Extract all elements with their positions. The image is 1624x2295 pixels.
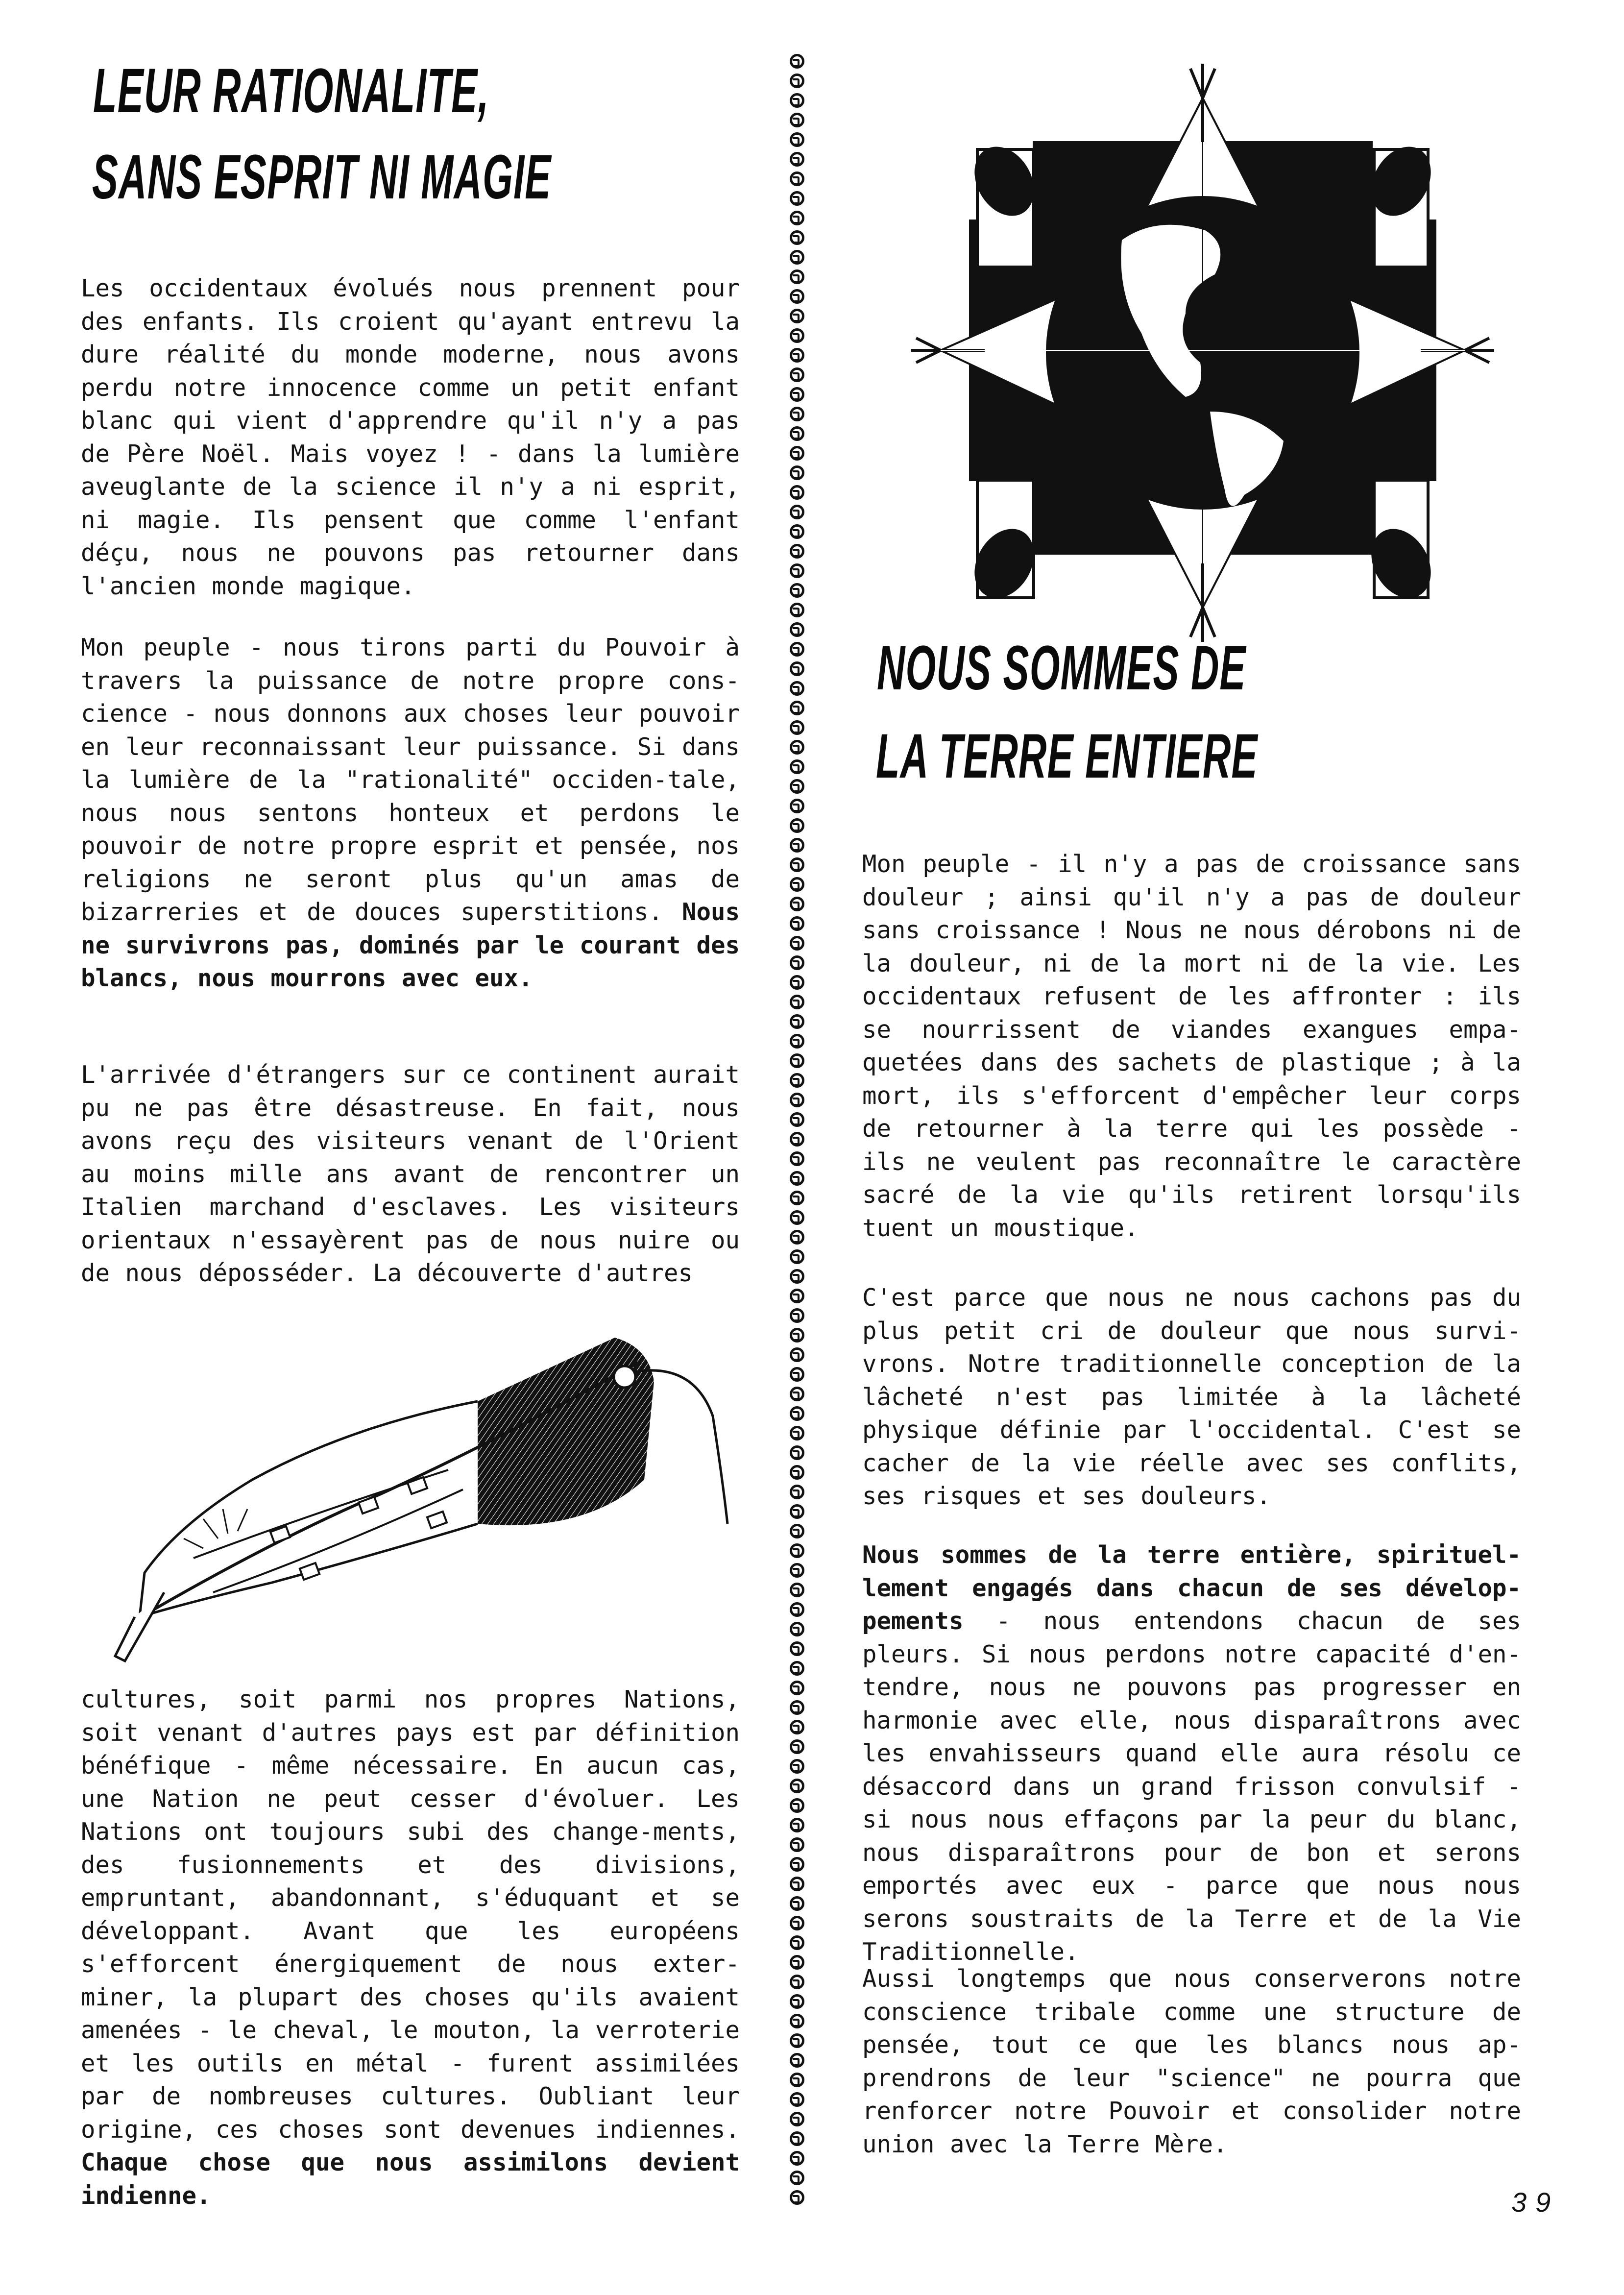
spiral-glyph-icon [790,681,804,696]
spiral-glyph-icon [790,1681,804,1695]
right-heading-line-1: NOUS SOMMES DE [877,633,1246,703]
spiral-glyph-icon [790,2073,804,2087]
spiral-glyph-icon [790,211,804,225]
spiral-glyph-icon [790,1759,804,1774]
spiral-glyph-icon [790,1720,804,1734]
spiral-glyph-icon [790,73,804,88]
spiral-glyph-icon [790,524,804,539]
spiral-glyph-icon [790,563,804,578]
spiral-glyph-icon [790,1641,804,1656]
spiral-glyph-icon [790,955,804,970]
spiral-glyph-icon [790,426,804,441]
spiral-glyph-icon [790,2053,804,2068]
spiral-glyph-icon [790,2033,804,2048]
spiral-glyph-icon [790,1837,804,1852]
spiral-glyph-icon [790,407,804,421]
right-heading-line-2: LA TERRE ENTIERE [876,721,1258,791]
spiral-glyph-icon [790,1445,804,1460]
spiral-glyph-icon [790,661,804,676]
right-paragraph-4 [862,1962,1521,2161]
spiral-glyph-icon [790,1014,804,1029]
spiral-glyph-icon [790,1955,804,1970]
spiral-glyph-icon [790,1347,804,1362]
right-paragraph-3 [862,1538,1521,1969]
spiral-glyph-icon [790,877,804,892]
spiral-glyph-icon [790,2092,804,2107]
spiral-glyph-icon [790,387,804,402]
spiral-glyph-icon [790,93,804,108]
paragraph-text: Les occidentaux évolués nous prennent pour des enfants. Ils croient qu'ayant entrevu la dure réalité du monde moderne, nous avons perdu notre innocence comme un petit enfant blanc qui vient d'apprendre qu'il n'y a pas de Père Noël. Mais voyez ! - dans la lumière aveuglante de la science il n'y a ni esprit, ni magie. Ils pensent que comme l'enfant déçu, nous ne pouvons pas retourner dans l'ancien monde magique. [81,274,740,600]
spiral-glyph-icon [790,779,804,794]
spiral-glyph-icon [790,1857,804,1872]
spiral-glyph-icon [790,916,804,931]
spiral-glyph-icon [790,1700,804,1715]
paragraph-emphasis: Chaque chose que nous assimilons devient indienne. [81,2149,740,2210]
left-heading-line-2: SANS ESPRIT NI MAGIE [92,142,552,212]
spiral-glyph-icon [790,1661,804,1676]
spiral-glyph-icon [790,1171,804,1186]
spiral-glyph-icon [790,897,804,911]
paragraph-text: C'est parce que nous ne nous cachons pas du plus petit cri de douleur que nous survi-vrons. Notre traditionnelle conception de la lâcheté n'est pas limitée à la lâcheté physique définie par l'occidental. C'est se cacher de la vie réelle avec ses conflits, ses risques et ses douleurs. [862,1284,1521,1510]
spiral-glyph-icon [790,1230,804,1245]
spiral-glyph-icon [790,1367,804,1382]
spiral-glyph-icon [790,1191,804,1205]
spiral-glyph-icon [790,1249,804,1264]
spiral-glyph-icon [790,1151,804,1166]
spiral-glyph-icon [790,1406,804,1421]
spiral-glyph-icon [790,1994,804,2009]
spiral-glyph-icon [790,857,804,872]
spiral-glyph-icon [790,2014,804,2028]
spiral-glyph-icon [790,269,804,284]
spiral-glyph-icon [790,1877,804,1891]
spiral-glyph-icon [790,171,804,186]
globe-medicine-wheel-icon [911,59,1494,647]
spiral-glyph-icon [790,1524,804,1538]
spiral-glyph-icon [790,1426,804,1440]
spiral-glyph-icon [790,622,804,637]
spiral-glyph-icon [790,446,804,461]
spiral-glyph-icon [790,191,804,206]
spiral-glyph-icon [790,1975,804,1989]
spiral-glyph-icon [790,1543,804,1558]
spiral-glyph-icon [790,1308,804,1323]
spiral-glyph-icon [790,1465,804,1480]
spiral-glyph-icon [790,701,804,715]
spiral-glyph-icon [790,348,804,363]
paragraph-text: Mon peuple - nous tirons parti du Pouvoir à travers la puissance de notre propre cons-cience - nous donnons aux choses leur pouvoir en leur reconnaissant leur puissance. Si dans la lumière de la "rationalité" occiden-tale, nous nous sentons honteux et perdons le pouvoir de notre propre esprit et pensée, nos religions ne seront plus qu'un amas de bizarreries et de douces superstitions. [81,634,740,926]
spiral-glyph-icon [790,152,804,167]
spiral-glyph-icon [790,54,804,69]
spiral-glyph-icon [790,367,804,382]
beaded-feather-icon [105,1318,742,1671]
left-paragraph-3 [81,1058,740,1290]
page-number: 39 [1511,2187,1560,2218]
spiral-glyph-icon [790,583,804,598]
spiral-chain-divider [786,51,808,2207]
spiral-glyph-icon [790,2190,804,2205]
spiral-glyph-icon [790,1093,804,1107]
spiral-glyph-icon [790,485,804,500]
paragraph-text: cultures, soit parmi nos propres Nations, soit venant d'autres pays est par définition bénéfique - même nécessaire. En aucun cas, une Nation ne peut cesser d'évoluer. Les Nations ont toujours subi des change-ments, des fusionnements et des divisions, empruntant, abandonnant, s'éduquant et se développant. Avant que les européens s'efforcent énergiquement de nous exter-miner, la plupart des choses qu'ils avaient amenées - le cheval, le mouton, la verroterie et les outils en métal - furent assimilées par de nombreuses cultures. Oubliant leur origine, ces choses sont devenues indiennes. [81,1685,740,2144]
spiral-glyph-icon [790,1073,804,1088]
spiral-glyph-icon [790,328,804,343]
spiral-glyph-icon [790,1622,804,1636]
spiral-glyph-icon [790,230,804,245]
spiral-glyph-icon [790,113,804,127]
paragraph-text: Aussi longtemps que nous conserverons notre conscience tribale comme une structure de pensée, tout ce que les blancs nous ap-prendrons de leur "science" ne pourra que renforcer notre Pouvoir et consolider notre union avec la Terre Mère. [862,1965,1521,2158]
paragraph-text: Mon peuple - il n'y a pas de croissance sans douleur ; ainsi qu'il n'y a pas de douleur sans croissance ! Nous ne nous dérobons ni de la douleur, ni de la mort ni de la vie. Les occidentaux refusent de les affronter : ils se nourrissent de viandes exangues empa-quetées dans des sachets de plastique ; à la mort, ils s'efforcent d'empêcher leur corps de retourner à la terre qui les possède - ils ne veulent pas reconnaître le caractère sacré de la vie qu'ils retirent lorsqu'ils tuent un moustique. [862,850,1521,1242]
spiral-glyph-icon [790,1504,804,1519]
globe-emblem-illustration [911,59,1494,647]
spiral-glyph-icon [790,1935,804,1950]
spiral-glyph-icon [790,720,804,735]
spiral-glyph-icon [790,1739,804,1754]
spiral-glyph-icon [790,2112,804,2126]
spiral-glyph-icon [790,309,804,323]
spiral-glyph-icon [790,936,804,951]
spiral-glyph-icon [790,799,804,813]
spiral-glyph-icon [790,1269,804,1284]
spiral-glyph-icon [790,1132,804,1147]
paragraph-emphasis: Nous sommes de la terre entière, spirituel-lement engagés dans chacun de ses dévelop-pements [862,1541,1521,1635]
spiral-glyph-icon [790,1112,804,1127]
spiral-glyph-icon [790,1583,804,1597]
spiral-glyph-icon [790,1387,804,1401]
spiral-glyph-icon [790,740,804,755]
spiral-glyph-icon [790,1798,804,1813]
spiral-glyph-icon [790,1896,804,1911]
spiral-glyph-icon [790,250,804,265]
left-paragraph-2 [81,631,740,995]
spiral-glyph-icon [790,975,804,990]
spiral-glyph-icon [790,759,804,774]
spiral-glyph-icon [790,1602,804,1617]
left-heading-line-1: LEUR RATIONALITE, [93,56,489,126]
spiral-glyph-icon [790,838,804,853]
spiral-glyph-icon [790,1053,804,1068]
spiral-glyph-icon [790,1289,804,1303]
left-paragraph-4 [81,1683,740,2212]
spiral-glyph-icon [790,505,804,519]
spiral-glyph-icon [790,1916,804,1930]
spiral-glyph-icon [790,818,804,833]
spiral-glyph-icon [790,1210,804,1225]
right-paragraph-2 [862,1281,1521,1513]
spiral-glyph-icon [790,289,804,304]
spiral-glyph-icon [790,2171,804,2185]
spiral-glyph-icon [790,1034,804,1049]
spiral-glyph-icon [790,603,804,617]
spiral-glyph-icon [790,2131,804,2146]
spiral-glyph-icon [790,642,804,657]
spiral-glyph-icon [790,1328,804,1343]
right-paragraph-1 [862,848,1521,1245]
spiral-glyph-icon [790,1485,804,1499]
spiral-glyph-icon [790,2151,804,2166]
spiral-glyph-icon [790,132,804,147]
spiral-glyph-icon [790,1779,804,1793]
spiral-glyph-icon [790,1818,804,1832]
spiral-glyph-icon [790,465,804,480]
feather-illustration [105,1318,742,1671]
spiral-glyph-icon [790,1563,804,1578]
paragraph-text: - nous entendons chacun de ses pleurs. Si nous perdons notre capacité d'en-tendre, nous ne pouvons pas progresser en harmonie avec elle, nous disparaîtrons avec les envahisseurs quand elle aura résolu ce désaccord dans un grand frisson convulsif - si nous nous effaçons par la peur du blanc, nous disparaîtrons pour de bon et serons emportés avec eux - parce que nous nous serons soustraits de la Terre et de la Vie Traditionnelle. [862,1607,1521,1966]
spiral-glyph-icon [790,544,804,559]
left-paragraph-1 [81,272,740,603]
spiral-glyph-icon [790,995,804,1009]
paragraph-emphasis: Nous ne survivrons pas, dominés par le courant des blancs, nous mourrons avec eux. [81,898,740,992]
paragraph-text: L'arrivée d'étrangers sur ce continent aurait pu ne pas être désastreuse. En fait, nous avons reçu des visiteurs venant de l'Orient au moins mille ans avant de rencontrer un Italien marchand d'esclaves. Les visiteurs orientaux n'essayèrent pas de nous nuire ou de nous déposséder. La découverte d'autres [81,1061,740,1287]
